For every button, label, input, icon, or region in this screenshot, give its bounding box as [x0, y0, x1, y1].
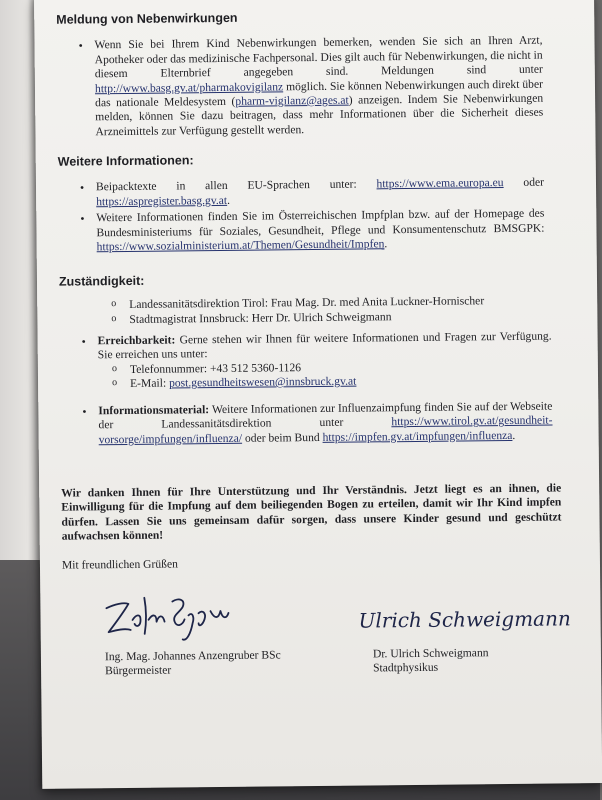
side-effects-heading: Meldung von Nebenwirkungen [56, 10, 238, 27]
mayor-role: Bürgermeister [105, 663, 172, 678]
info-material-item [60, 400, 552, 448]
further-info-section [58, 149, 569, 255]
tirol-influenza-link[interactable]: https://www.tirol.gv.at/gesundheit-vorsorge/impfungen/influenza/ [98, 413, 553, 447]
mayor-signature [102, 589, 233, 644]
side-effects-section [56, 7, 567, 140]
further-info-item2-end: . [384, 237, 388, 251]
letter-page [34, 0, 602, 789]
side-effects-list [56, 34, 567, 140]
further-info-or: oder [523, 176, 545, 190]
further-info-item-1 [58, 176, 544, 210]
letter-content [56, 7, 571, 678]
phone-number: o Telefonnummer: +43 512 5360-1126 [60, 358, 570, 378]
side-effects-item [56, 34, 543, 140]
thanks-paragraph: Wir danken Ihnen für Ihre Unterstützung und Ihr Verständnis. Jetzt liegt es an ihnen, die Einwilligung für die Impfung auf dem beiliegenden Bogen zu erteilen, damit wir Ihr Kind impfen dürfen. Lassen Sie uns gemeinsam dafür sorgen, dass unsere Kinder gesund und geschützt aufwachsen können! [61, 481, 562, 543]
basg-link[interactable]: http://www.basg.gv.at/pharmakovigilanz [94, 79, 284, 95]
physician-signature [354, 596, 571, 638]
info-material-label: Informationsmaterial: [98, 403, 210, 418]
aspregister-link[interactable]: https://aspregister.basg.gv.at [96, 193, 228, 209]
further-info-item-2 [58, 207, 544, 255]
responsibility-list [59, 294, 569, 328]
further-info-list [58, 176, 569, 255]
responsibility-section [59, 269, 570, 328]
reachability-text: Gerne stehen wir Ihnen für weitere Informationen und Fragen zur Verfügung. Sie erreichen uns unter: [97, 329, 552, 362]
email-label: E-Mail: [130, 376, 167, 391]
info-material-list [60, 399, 570, 448]
responsibility-item: o Landessanitätsdirektion Tirol: Frau Mag. Dr. med Anita Luckner-Hornischer [59, 294, 569, 314]
side-effects-text-3: ) anzeigen. Indem Sie Nebenwirkungen melden, können Sie dazu beitragen, dass mehr Informationen über die Sicherheit dieses Arzneimittels zur Verfügung gestellt werden. [95, 91, 544, 139]
info-material-section [60, 399, 570, 448]
reachability-section [60, 329, 571, 392]
gesundheitswesen-email-link[interactable]: post.gesundheitswesen@innsbruck.gv.at [168, 374, 357, 390]
physician-name: Dr. Ulrich Schweigmann [372, 646, 489, 661]
further-info-heading: Weitere Informationen: [57, 153, 194, 169]
mayor-block [105, 648, 281, 679]
physician-signature-text: Ulrich Schweigmann [358, 606, 571, 633]
side-effects-text-1: Wenn Sie bei Ihrem Kind Nebenwirkungen bemerken, wenden Sie sich an Ihren Arzt, Apotheker oder das medizinische Fachpersonal. Dies gilt auch für Nebenwirkungen, die nicht in diesem Elternbrief angegeben sind. Meldungen sind unter [94, 34, 543, 81]
ema-link[interactable]: https://www.ema.europa.eu [376, 176, 504, 191]
physician-role: Stadtphysikus [372, 661, 439, 675]
side-effects-text-2: möglich. Sie können Nebenwirkungen auch direkt über das nationale Meldesystem ( [95, 77, 544, 110]
responsibility-heading: Zuständigkeit: [58, 273, 145, 289]
impfen-influenza-link[interactable]: https://impfen.gv.at/impfungen/influenza [322, 428, 513, 444]
info-material-text-1: Weitere Informationen zur Influenzaimpfung finden Sie auf der Webseite der Landessanitätsdirektion unter [98, 399, 553, 432]
greeting: Mit freundlichen Grüßen [61, 557, 178, 572]
physician-block [373, 646, 489, 676]
sozialministerium-link[interactable]: https://www.sozialministerium.at/Themen/Gesundheit/Impfen [96, 237, 385, 254]
further-info-item1-text: Beipacktexte in allen EU-Sprachen unter: [95, 177, 357, 194]
responsibility-item: o Stadtmagistrat Innsbruck: Herr Dr. Ulrich Schweigmann [59, 308, 569, 328]
reachability-contacts [60, 358, 570, 392]
further-info-item1-end: . [227, 193, 231, 207]
mayor-name: Ing. Mag. Johannes Anzengruber BSc [104, 648, 281, 664]
reachability-label: Erreichbarkeit: [97, 333, 176, 348]
further-info-item2-text: Weitere Informationen finden Sie im Österreichischen Impfplan bzw. auf der Homepage des Bundesministeriums für Soziales, Gesundheit, Pflege und Konsumentenschutz BMSGPK: [96, 206, 545, 239]
pharm-vigilanz-email-link[interactable]: pharm-vigilanz@ages.at [235, 93, 349, 108]
info-material-end: . [512, 428, 516, 442]
closing-section [61, 481, 562, 572]
info-material-text-2: oder beim Bund [244, 430, 320, 445]
